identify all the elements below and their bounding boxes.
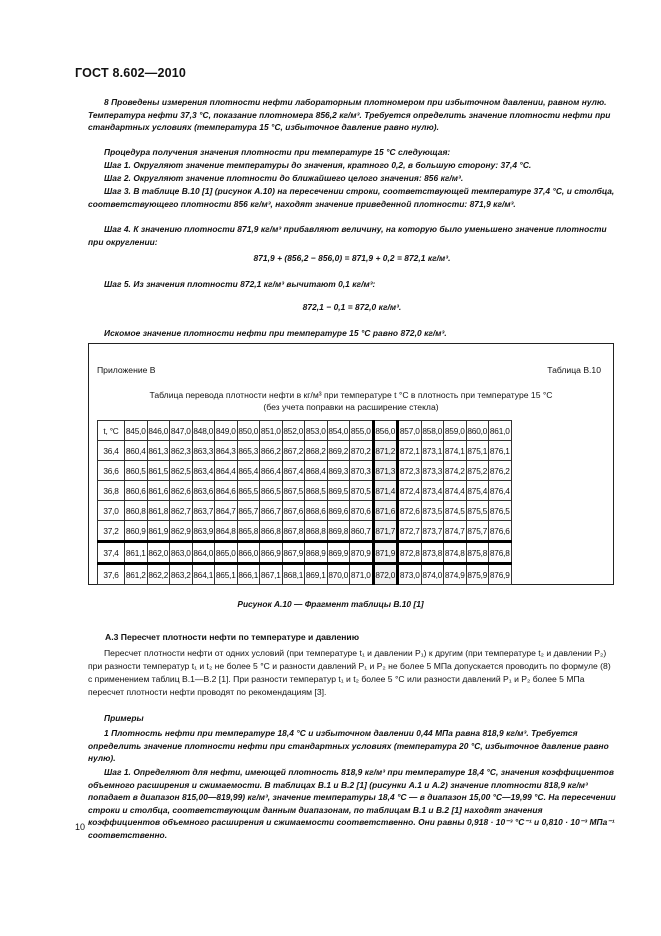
table-cell: 860,0 <box>466 421 489 441</box>
table-cell: 869,6 <box>327 501 350 521</box>
table-cell: 864,6 <box>215 481 238 501</box>
table-cell: 875,9 <box>466 564 489 585</box>
table-cell: 865,0 <box>215 542 238 564</box>
table-cell: 871,4 <box>373 481 398 501</box>
table-cell: 869,2 <box>327 441 350 461</box>
table-cell: 868,5 <box>305 481 328 501</box>
table-cell: 866,1 <box>237 564 260 585</box>
table-cell: 867,2 <box>282 441 305 461</box>
table-cell: 869,8 <box>327 521 350 542</box>
table-cell: 874,2 <box>444 461 467 481</box>
table-cell: 860,5 <box>125 461 148 481</box>
table-row-label: 36,6 <box>98 461 125 481</box>
step-2: Шаг 2. Округляют значение плотности до ближайшего целого значения: 856 кг/м³. <box>104 173 464 183</box>
table-row <box>98 501 512 521</box>
table-cell: 876,8 <box>489 542 512 564</box>
table-cell: 872,4 <box>398 481 422 501</box>
table-cell: 872,8 <box>398 542 422 564</box>
table-cell: 866,9 <box>260 542 283 564</box>
table-header-row <box>98 421 512 441</box>
table-cell: 871,2 <box>373 441 398 461</box>
table-row-label: 37,6 <box>98 564 125 585</box>
step-4: Шаг 4. К значению плотности 871,9 кг/м³ прибавляют величину, на которую было уменьшено значение плотности при округлении: <box>88 224 607 247</box>
table-cell: 873,0 <box>398 564 422 585</box>
paragraph-8: 8 Проведены измерения плотности нефти лабораторным плотномером при избыточном давлении, равном нулю. Температура нефти 37,3 °С, показание плотномера 856,2 кг/м³. Требуется определить значение плотности нефти при стандартных условиях (температура 15 °С, избыточное давление равно нулю). <box>88 97 611 133</box>
table-row <box>98 542 512 564</box>
table-cell: 867,6 <box>282 501 305 521</box>
table-cell: 873,1 <box>421 441 444 461</box>
table-title-line-2: (без учета поправки на расширение стекла) <box>263 402 439 412</box>
table-row <box>98 441 512 461</box>
table-cell: 858,0 <box>421 421 444 441</box>
formula-2: 872,1 − 0,1 = 872,0 кг/м³. <box>302 302 402 312</box>
table-cell: 861,1 <box>125 542 148 564</box>
table-row-label: 37,2 <box>98 521 125 542</box>
table-cell: 865,8 <box>237 521 260 542</box>
result-statement: Искомое значение плотности нефти при температуре 15 °С равно 872,0 кг/м³. <box>104 328 447 338</box>
table-cell: 863,2 <box>170 564 193 585</box>
table-cell: 864,3 <box>215 441 238 461</box>
table-cell: 872,7 <box>398 521 422 542</box>
table-cell: 863,0 <box>170 542 193 564</box>
table-cell: 862,9 <box>170 521 193 542</box>
table-cell: 864,7 <box>215 501 238 521</box>
table-cell: 868,1 <box>282 564 305 585</box>
table-cell: 850,0 <box>237 421 260 441</box>
table-cell: 860,8 <box>125 501 148 521</box>
table-cell: 859,0 <box>444 421 467 441</box>
figure-caption: Рисунок А.10 — Фрагмент таблицы В.10 [1] <box>237 599 424 609</box>
table-cell: 868,2 <box>305 441 328 461</box>
table-row-label: 37,0 <box>98 501 125 521</box>
appendix-label: Приложение В <box>97 365 156 375</box>
table-cell: 866,2 <box>260 441 283 461</box>
table-cell: 861,3 <box>147 441 170 461</box>
table-cell: 849,0 <box>215 421 238 441</box>
table-cell: 863,4 <box>192 461 215 481</box>
table-cell: 870,6 <box>350 501 374 521</box>
table-cell: 876,5 <box>489 501 512 521</box>
table-cell: 874,7 <box>444 521 467 542</box>
table-cell: 862,0 <box>147 542 170 564</box>
table-cell: 869,5 <box>327 481 350 501</box>
table-cell: 865,1 <box>215 564 238 585</box>
table-cell: 860,6 <box>125 481 148 501</box>
table-cell: 873,5 <box>421 501 444 521</box>
table-row-label: t, °С <box>98 421 125 441</box>
table-cell: 862,6 <box>170 481 193 501</box>
table-cell: 871,9 <box>373 542 398 564</box>
table-cell: 875,8 <box>466 542 489 564</box>
table-cell: 869,3 <box>327 461 350 481</box>
table-cell: 870,0 <box>327 564 350 585</box>
table-row-label: 36,4 <box>98 441 125 461</box>
table-cell: 866,7 <box>260 501 283 521</box>
step-3: Шаг 3. В таблице В.10 [1] (рисунок А.10) на пересечении строки, соответствующей температуре 37,4 °С, и столбца, соответствующего плотности 856 кг/м³, находят значение приведенной плотности: 871,9 кг/м³. <box>88 186 615 209</box>
table-cell: 873,7 <box>421 521 444 542</box>
figure-a10 <box>88 343 614 585</box>
table-cell: 861,5 <box>147 461 170 481</box>
table-cell: 866,5 <box>260 481 283 501</box>
table-cell: 876,1 <box>489 441 512 461</box>
table-cell: 863,9 <box>192 521 215 542</box>
table-cell: 861,6 <box>147 481 170 501</box>
table-cell: 871,3 <box>373 461 398 481</box>
table-cell: 867,9 <box>282 542 305 564</box>
table-cell: 875,7 <box>466 521 489 542</box>
table-row <box>98 564 512 585</box>
table-cell: 862,7 <box>170 501 193 521</box>
table-cell: 863,3 <box>192 441 215 461</box>
table-cell: 872,6 <box>398 501 422 521</box>
table-cell: 860,4 <box>125 441 148 461</box>
table-cell: 866,0 <box>237 542 260 564</box>
table-cell: 860,9 <box>125 521 148 542</box>
table-cell: 868,9 <box>305 542 328 564</box>
table-cell: 861,8 <box>147 501 170 521</box>
table-cell: 876,6 <box>489 521 512 542</box>
table-cell: 862,5 <box>170 461 193 481</box>
table-cell: 866,4 <box>260 461 283 481</box>
table-cell: 847,0 <box>170 421 193 441</box>
step-5: Шаг 5. Из значения плотности 872,1 кг/м³ вычитают 0,1 кг/м³: <box>104 279 376 289</box>
table-cell: 860,7 <box>350 521 374 542</box>
page-number: 10 <box>75 822 86 832</box>
table-cell: 866,8 <box>260 521 283 542</box>
table-number: Таблица В.10 <box>547 365 601 375</box>
table-cell: 872,0 <box>373 564 398 585</box>
table-cell: 864,0 <box>192 542 215 564</box>
table-cell: 876,9 <box>489 564 512 585</box>
table-cell: 873,3 <box>421 461 444 481</box>
table-cell: 873,8 <box>421 542 444 564</box>
table-cell: 845,0 <box>125 421 148 441</box>
table-cell: 870,2 <box>350 441 374 461</box>
density-conversion-table <box>97 420 512 585</box>
formula-1: 871,9 + (856,2 − 856,0) = 871,9 + 0,2 = 872,1 кг/м³. <box>253 253 451 263</box>
table-cell: 863,7 <box>192 501 215 521</box>
table-cell: 874,5 <box>444 501 467 521</box>
table-cell: 870,3 <box>350 461 374 481</box>
table-cell: 864,4 <box>215 461 238 481</box>
table-cell: 868,4 <box>305 461 328 481</box>
table-cell: 865,7 <box>237 501 260 521</box>
table-cell: 867,1 <box>260 564 283 585</box>
table-cell: 874,0 <box>421 564 444 585</box>
table-cell: 861,9 <box>147 521 170 542</box>
example-1: 1 Плотность нефти при температуре 18,4 °С и избыточном давлении 0,44 МПа равна 818,9 кг/м³. Требуется определить значение плотности нефти при стандартных условиях (температура 20 °С, избыточное давление равно нулю). <box>88 728 609 764</box>
table-cell: 846,0 <box>147 421 170 441</box>
table-cell: 867,8 <box>282 521 305 542</box>
table-cell: 872,3 <box>398 461 422 481</box>
table-row <box>98 481 512 501</box>
table-cell: 853,0 <box>305 421 328 441</box>
table-row <box>98 461 512 481</box>
table-cell: 869,1 <box>305 564 328 585</box>
table-cell: 864,1 <box>192 564 215 585</box>
table-cell: 865,5 <box>237 481 260 501</box>
table-row <box>98 521 512 542</box>
table-cell: 871,0 <box>350 564 374 585</box>
section-paragraph: Пересчет плотности нефти от одних условий (при температуре t₁ и давлении P₁) к другим (при температуре t₂ и давлении P₂) при разности температур t₁ и t₂ не более 5 °С и разности давлений P₁ и P₂ не более 5 МПа допускается проводить по формуле (8) с применением таблиц В.1—В.2 [1]. При разности температур t₁ и t₂ более 5 °С или разности давлений P₁ и P₂ более 5 МПа пересчет плотности нефти проводят по рекомендациям [3]. <box>88 648 611 697</box>
table-row-label: 37,4 <box>98 542 125 564</box>
table-cell: 854,0 <box>327 421 350 441</box>
table-cell: 852,0 <box>282 421 305 441</box>
table-cell: 864,8 <box>215 521 238 542</box>
table-cell: 867,4 <box>282 461 305 481</box>
table-cell: 870,5 <box>350 481 374 501</box>
table-cell: 875,5 <box>466 501 489 521</box>
table-cell: 872,1 <box>398 441 422 461</box>
table-cell: 874,4 <box>444 481 467 501</box>
table-cell: 862,3 <box>170 441 193 461</box>
table-cell: 874,1 <box>444 441 467 461</box>
example-1-step-1: Шаг 1. Определяют для нефти, имеющей плотность 818,9 кг/м³ при температуре 18,4 °С, значения коэффициентов объемного расширения и сжимаемости. В таблицах В.1 и В.2 [1] (рисунки А.1 и А.2) значение плотности 818,9 кг/м³ попадает в диапазон 815,00—819,99) кг/м³, значение температуры 18,4 °С — в диапазон 15,00 °С—19,99 °С. На пересечении строки и столбца, соответствующим данным диапазонам, по таблицам В.1 и В.2 [1] находят значения коэффициентов объемного расширения и сжимаемости соответственно. Они равны 0,918 · 10⁻³ °С⁻¹ и 0,810 · 10⁻³ МПа⁻¹ соответственно. <box>88 767 616 840</box>
table-cell: 851,0 <box>260 421 283 441</box>
table-cell: 868,6 <box>305 501 328 521</box>
table-cell: 871,7 <box>373 521 398 542</box>
table-cell: 867,5 <box>282 481 305 501</box>
table-cell: 848,0 <box>192 421 215 441</box>
examples-heading: Примеры <box>104 713 144 723</box>
table-cell: 855,0 <box>350 421 374 441</box>
table-cell: 865,4 <box>237 461 260 481</box>
table-title-line-1: Таблица перевода плотности нефти в кг/м³ при температуре t °С в плотность при температуре 15 °С <box>149 390 553 400</box>
table-cell: 861,0 <box>489 421 512 441</box>
table-cell: 857,0 <box>398 421 422 441</box>
procedure-intro: Процедура получения значения плотности при температуре 15 °С следующая: <box>104 147 451 157</box>
table-cell: 875,2 <box>466 461 489 481</box>
table-title <box>89 389 613 413</box>
table-cell: 868,8 <box>305 521 328 542</box>
table-cell: 861,2 <box>125 564 148 585</box>
table-cell: 876,4 <box>489 481 512 501</box>
table-cell: 874,9 <box>444 564 467 585</box>
table-cell: 863,6 <box>192 481 215 501</box>
table-row-label: 36,8 <box>98 481 125 501</box>
section-heading: А.3 Пересчет плотности нефти по температуре и давлению <box>105 632 360 642</box>
table-cell: 862,2 <box>147 564 170 585</box>
document-header: ГОСТ 8.602—2010 <box>75 66 187 80</box>
table-cell: 875,1 <box>466 441 489 461</box>
table-cell: 856,0 <box>373 421 398 441</box>
table-cell: 873,4 <box>421 481 444 501</box>
step-1: Шаг 1. Округляют значение температуры до значения, кратного 0,2, в большую сторону: 37,4 °С. <box>104 160 532 170</box>
table-cell: 865,3 <box>237 441 260 461</box>
table-cell: 870,9 <box>350 542 374 564</box>
table-cell: 876,2 <box>489 461 512 481</box>
table-cell: 874,8 <box>444 542 467 564</box>
table-cell: 869,9 <box>327 542 350 564</box>
table-cell: 871,6 <box>373 501 398 521</box>
table-cell: 875,4 <box>466 481 489 501</box>
